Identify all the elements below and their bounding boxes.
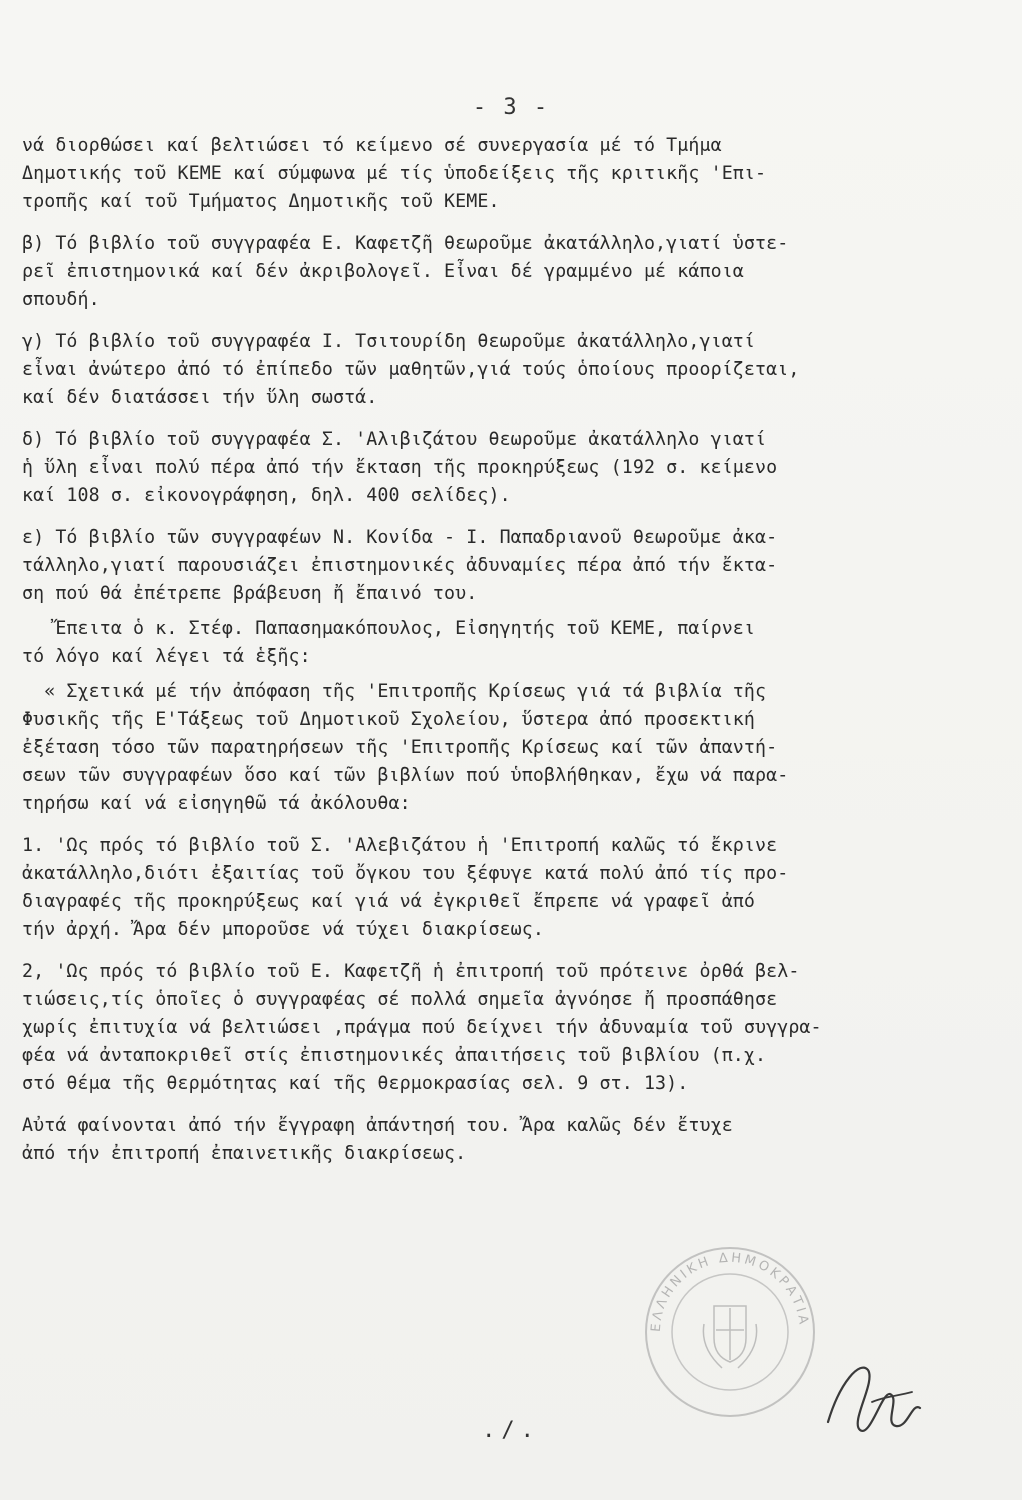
text-line: ἡ ὕλη εἶναι πολύ πέρα ἀπό τήν ἔκταση τῆς προκηρύξεως (192 σ. κείμενο <box>22 457 778 478</box>
text-line: σεων τῶν συγγραφέων ὅσο καί τῶν βιβλίων πού ὑποβλήθηκαν, ἔχω νά παρα- <box>22 765 789 786</box>
page-number: - 3 - <box>472 95 550 120</box>
text-line: τροπῆς καί τοῦ Τμήματος Δημοτικῆς τοῦ ΚΕΜΕ. <box>22 191 500 212</box>
continuation-mark: ./. <box>482 1418 540 1443</box>
text-line: γ) Τό βιβλίο τοῦ συγγραφέα Ι. Τσιτουρίδη θεωροῦμε ἀκατάλληλο,γιατί <box>22 331 756 352</box>
text-line: ρεῖ ἐπιστημονικά καί δέν ἀκριβολογεῖ. Εἶναι δέ γραμμένο μέ κάποια <box>22 261 744 282</box>
seal-ring-text: ΕΛΛΗΝΙΚΗ ΔΗΜΟΚΡΑΤΙΑ <box>648 1250 811 1333</box>
text-line: τιώσεις,τίς ὁποῖες ὁ συγγραφέας σέ πολλά σημεῖα ἀγνόησε ἤ προσπάθησε <box>22 989 778 1010</box>
paragraph <box>22 132 982 216</box>
text-line: τάλληλο,γιατί παρουσιάζει ἐπιστημονικές ἀδυναμίες πέρα ἀπό τήν ἔκτα- <box>22 555 778 576</box>
text-line: Φυσικῆς τῆς Ε'Τάξεως τοῦ Δημοτικοῦ Σχολείου, ὕστερα ἀπό προσεκτική <box>22 709 756 730</box>
paragraph <box>22 958 982 1098</box>
text-line: Δημοτικής τοῦ ΚΕΜΕ καί σύμφωνα μέ τίς ὑποδείξεις τῆς κριτικῆς 'Επι- <box>22 163 767 184</box>
paragraph <box>22 426 982 510</box>
paragraph <box>22 832 982 944</box>
text-line: ε) Τό βιβλίο τῶν συγγραφέων Ν. Κονίδα - Ι. Παπαδριανοῦ θεωροῦμε ἀκα- <box>22 527 778 548</box>
paragraph <box>22 524 982 608</box>
paragraph <box>22 1112 982 1168</box>
text-line: 1. 'Ως πρός τό βιβλίο τοῦ Σ. 'Αλεβιζάτου ἡ 'Επιτροπή καλῶς τό ἔκρινε <box>22 835 778 856</box>
text-line: ἐξέταση τόσο τῶν παρατηρήσεων τῆς 'Επιτροπῆς Κρίσεως καί τῶν ἀπαντή- <box>22 737 778 758</box>
text-line: τηρήσω καί νά εἰσηγηθῶ τά ἀκόλουθα: <box>22 793 411 814</box>
paragraph <box>22 328 982 412</box>
text-line: τήν ἀρχή. Ἄρα δέν μποροῦσε νά τύχει διακρίσεως. <box>22 919 544 940</box>
text-line: β) Τό βιβλίο τοῦ συγγραφέα Ε. Καφετζῆ θεωροῦμε ἀκατάλληλο,γιατί ὑστε- <box>22 233 789 254</box>
text-line: δ) Τό βιβλίο τοῦ συγγραφέα Σ. 'Αλιβιζάτου θεωροῦμε ἀκατάλληλο γιατί <box>22 429 767 450</box>
text-line: 2, 'Ως πρός τό βιβλίο τοῦ Ε. Καφετζῆ ἡ ἐπιτροπή τοῦ πρότεινε ὀρθά βελ- <box>22 961 800 982</box>
text-line: ἀπό τήν ἐπιτροπή ἐπαινετικῆς διακρίσεως. <box>22 1143 467 1164</box>
text-line: Ἔπειτα ὁ κ. Στέφ. Παπασημακόπουλος, Εἰσηγητής τοῦ ΚΕΜΕ, παίρνει <box>22 618 756 639</box>
text-line: ἀκατάλληλο,διότι ἐξαιτίας τοῦ ὄγκου του ξέφυγε κατά πολύ ἀπό τίς προ- <box>22 863 789 884</box>
text-line: φέα νά ἀνταποκριθεῖ στίς ἐπιστημονικές ἀπαιτήσεις τοῦ βιβλίου (π.χ. <box>22 1045 767 1066</box>
text-line: καί δέν διατάσσει τήν ὕλη σωστά. <box>22 387 378 408</box>
text-line: νά διορθώσει καί βελτιώσει τό κείμενο σέ συνεργασία μέ τό Τμήμα <box>22 135 722 156</box>
paragraph <box>22 230 982 314</box>
text-line: « Σχετικά μέ τήν ἀπόφαση τῆς 'Επιτροπῆς Κρίσεως γιά τά βιβλία τῆς <box>22 681 767 702</box>
text-line: στό θέμα τῆς θερμότητας καί τῆς θερμοκρασίας σελ. 9 στ. 13). <box>22 1073 689 1094</box>
document-body <box>22 132 982 1168</box>
text-line: καί 108 σ. εἰκονογράφηση, δηλ. 400 σελίδες). <box>22 485 511 506</box>
paragraph <box>22 615 982 818</box>
coat-of-arms-icon <box>703 1306 756 1368</box>
official-seal-stamp <box>642 1244 818 1420</box>
text-line: ση πού θά ἐπέτρεπε βράβευση ἤ ἔπαινό του. <box>22 583 478 604</box>
text-line: χωρίς ἐπιτυχία νά βελτιώσει ,πράγμα πού δείχνει τήν ἀδυναμία τοῦ συγγρα- <box>22 1017 822 1038</box>
text-line: σπουδή. <box>22 289 100 310</box>
text-line: τό λόγο καί λέγει τά ἑξῆς: <box>22 646 311 667</box>
text-line: διαγραφές τῆς προκηρύξεως καί γιά νά ἐγκριθεῖ ἔπρεπε νά γραφεῖ ἀπό <box>22 891 756 912</box>
text-line: Αὐτά φαίνονται ἀπό τήν ἔγγραφη ἀπάντησή του. Ἄρα καλῶς δέν ἔτυχε <box>22 1115 733 1136</box>
text-line: εἶναι ἀνώτερο ἀπό τό ἐπίπεδο τῶν μαθητῶν,γιά τούς ὁποίους προορίζεται, <box>22 359 800 380</box>
